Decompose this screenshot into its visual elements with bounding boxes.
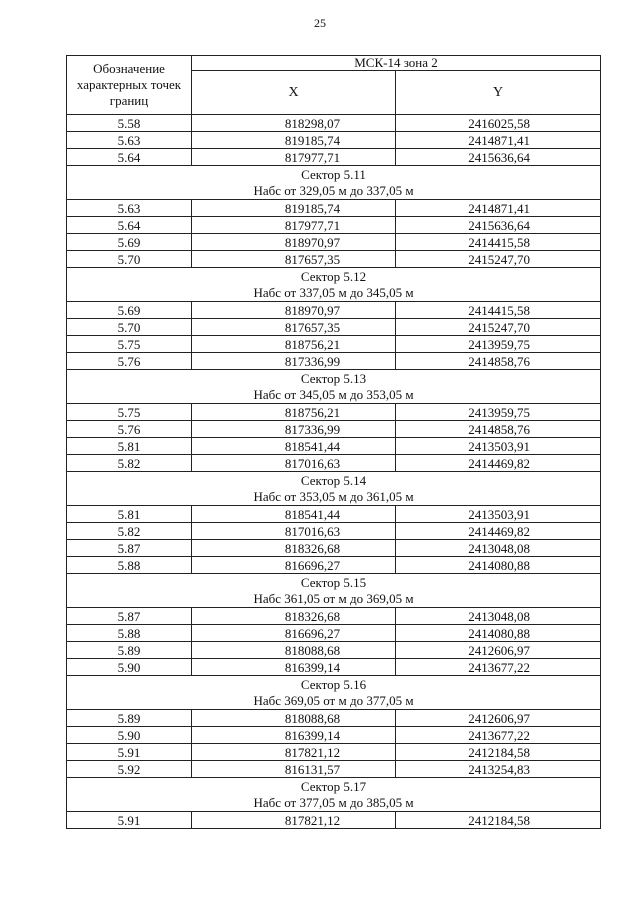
point-id-cell: 5.81 bbox=[67, 438, 192, 455]
table-row bbox=[67, 608, 601, 625]
table-row bbox=[67, 761, 601, 778]
sector-header bbox=[67, 166, 601, 200]
point-id-cell: 5.90 bbox=[67, 727, 192, 744]
table-row bbox=[67, 234, 601, 251]
y-coordinate-cell: 2415636,64 bbox=[396, 149, 601, 166]
point-id-cell: 5.63 bbox=[67, 200, 192, 217]
point-id-cell: 5.89 bbox=[67, 642, 192, 659]
point-id-cell: 5.63 bbox=[67, 132, 192, 149]
x-coordinate-cell: 818326,68 bbox=[192, 540, 396, 557]
x-coordinate-cell: 817977,71 bbox=[192, 217, 396, 234]
table-row bbox=[67, 557, 601, 574]
sector-header bbox=[67, 676, 601, 710]
y-coordinate-cell: 2412184,58 bbox=[396, 744, 601, 761]
table-row bbox=[67, 319, 601, 336]
table-row bbox=[67, 744, 601, 761]
table-row bbox=[67, 200, 601, 217]
x-coordinate-cell: 817821,12 bbox=[192, 812, 396, 829]
y-coordinate-cell: 2414469,82 bbox=[396, 523, 601, 540]
table-row bbox=[67, 132, 601, 149]
table-row bbox=[67, 506, 601, 523]
x-coordinate-cell: 817336,99 bbox=[192, 421, 396, 438]
x-coordinate-cell: 816696,27 bbox=[192, 625, 396, 642]
sector-header bbox=[67, 574, 601, 608]
point-id-cell: 5.69 bbox=[67, 302, 192, 319]
point-id-cell: 5.82 bbox=[67, 455, 192, 472]
table-row bbox=[67, 115, 601, 132]
y-coordinate-cell: 2413048,08 bbox=[396, 608, 601, 625]
x-coordinate-cell: 816696,27 bbox=[192, 557, 396, 574]
header-row bbox=[67, 56, 601, 71]
x-coordinate-cell: 816131,57 bbox=[192, 761, 396, 778]
point-id-cell: 5.69 bbox=[67, 234, 192, 251]
point-id-cell: 5.64 bbox=[67, 217, 192, 234]
page-number: 25 bbox=[314, 16, 326, 30]
table-row bbox=[67, 438, 601, 455]
x-coordinate-cell: 817016,63 bbox=[192, 523, 396, 540]
point-id-cell: 5.58 bbox=[67, 115, 192, 132]
table-row bbox=[67, 642, 601, 659]
point-id-cell: 5.75 bbox=[67, 336, 192, 353]
point-id-cell: 5.88 bbox=[67, 625, 192, 642]
point-id-cell: 5.87 bbox=[67, 540, 192, 557]
x-coordinate-cell: 818298,07 bbox=[192, 115, 396, 132]
x-coordinate-cell: 818970,97 bbox=[192, 234, 396, 251]
y-coordinate-cell: 2413503,91 bbox=[396, 506, 601, 523]
point-id-cell: 5.91 bbox=[67, 812, 192, 829]
sector-title: Сектор 5.11 bbox=[301, 166, 366, 182]
x-coordinate-cell: 818088,68 bbox=[192, 710, 396, 727]
y-coordinate-cell: 2412606,97 bbox=[396, 710, 601, 727]
sector-header-row bbox=[67, 472, 601, 506]
sector-header-row bbox=[67, 166, 601, 200]
sector-title: Сектор 5.16 bbox=[300, 676, 367, 692]
point-id-cell: 5.70 bbox=[67, 251, 192, 268]
y-coordinate-cell: 2415247,70 bbox=[396, 251, 601, 268]
y-coordinate-cell: 2413503,91 bbox=[396, 438, 601, 455]
sector-header-row bbox=[67, 370, 601, 404]
sector-header bbox=[67, 778, 601, 812]
y-coordinate-cell: 2415247,70 bbox=[396, 319, 601, 336]
y-coordinate-cell: 2414469,82 bbox=[396, 455, 601, 472]
sector-height-range: Набс от 353,05 м до 361,05 м bbox=[253, 488, 414, 504]
y-coordinate-cell: 2413677,22 bbox=[396, 659, 601, 676]
table-row bbox=[67, 251, 601, 268]
x-coordinate-cell: 819185,74 bbox=[192, 132, 396, 149]
table-row bbox=[67, 540, 601, 557]
table-row bbox=[67, 149, 601, 166]
table-row bbox=[67, 625, 601, 642]
x-coordinate-cell: 819185,74 bbox=[192, 200, 396, 217]
y-coordinate-cell: 2414080,88 bbox=[396, 625, 601, 642]
y-coordinate-cell: 2413677,22 bbox=[396, 727, 601, 744]
x-column-header: X bbox=[192, 71, 396, 115]
sector-header-row bbox=[67, 676, 601, 710]
point-id-cell: 5.76 bbox=[67, 421, 192, 438]
x-coordinate-cell: 818756,21 bbox=[192, 404, 396, 421]
point-id-cell: 5.91 bbox=[67, 744, 192, 761]
table-row bbox=[67, 523, 601, 540]
point-id-cell: 5.76 bbox=[67, 353, 192, 370]
x-coordinate-cell: 818970,97 bbox=[192, 302, 396, 319]
table-row bbox=[67, 727, 601, 744]
y-coordinate-cell: 2413048,08 bbox=[396, 540, 601, 557]
y-coordinate-cell: 2413254,83 bbox=[396, 761, 601, 778]
sector-header bbox=[67, 370, 601, 404]
point-id-cell: 5.89 bbox=[67, 710, 192, 727]
point-id-cell: 5.87 bbox=[67, 608, 192, 625]
x-coordinate-cell: 816399,14 bbox=[192, 659, 396, 676]
x-coordinate-cell: 818326,68 bbox=[192, 608, 396, 625]
y-coordinate-cell: 2414080,88 bbox=[396, 557, 601, 574]
sector-header-row bbox=[67, 268, 601, 302]
table-row bbox=[67, 353, 601, 370]
x-coordinate-cell: 817657,35 bbox=[192, 251, 396, 268]
x-coordinate-cell: 818541,44 bbox=[192, 438, 396, 455]
y-coordinate-cell: 2414858,76 bbox=[396, 353, 601, 370]
table-body bbox=[67, 56, 601, 829]
sector-height-range: Набс от 345,05 м до 353,05 м bbox=[253, 386, 414, 402]
sector-height-range: Набс от 377,05 м до 385,05 м bbox=[253, 794, 414, 810]
point-id-cell: 5.88 bbox=[67, 557, 192, 574]
sector-height-range: Набс 361,05 от м до 369,05 м bbox=[253, 590, 414, 606]
sector-header-row bbox=[67, 778, 601, 812]
point-id-cell: 5.75 bbox=[67, 404, 192, 421]
y-coordinate-cell: 2413959,75 bbox=[396, 336, 601, 353]
table-row bbox=[67, 421, 601, 438]
y-coordinate-cell: 2413959,75 bbox=[396, 404, 601, 421]
sector-title: Сектор 5.15 bbox=[300, 574, 367, 590]
coordinates-table bbox=[66, 55, 601, 829]
x-coordinate-cell: 818088,68 bbox=[192, 642, 396, 659]
y-coordinate-cell: 2414415,58 bbox=[396, 234, 601, 251]
sector-header-row bbox=[67, 574, 601, 608]
x-coordinate-cell: 817336,99 bbox=[192, 353, 396, 370]
table-row bbox=[67, 404, 601, 421]
y-coordinate-cell: 2412606,97 bbox=[396, 642, 601, 659]
coordinate-system-header: МСК-14 зона 2 bbox=[192, 56, 601, 71]
x-coordinate-cell: 816399,14 bbox=[192, 727, 396, 744]
x-coordinate-cell: 818541,44 bbox=[192, 506, 396, 523]
x-coordinate-cell: 817821,12 bbox=[192, 744, 396, 761]
y-coordinate-cell: 2414415,58 bbox=[396, 302, 601, 319]
y-coordinate-cell: 2416025,58 bbox=[396, 115, 601, 132]
point-id-cell: 5.64 bbox=[67, 149, 192, 166]
y-coordinate-cell: 2412184,58 bbox=[396, 812, 601, 829]
sector-title: Сектор 5.14 bbox=[300, 472, 367, 488]
sector-title: Сектор 5.12 bbox=[300, 268, 367, 284]
table-row bbox=[67, 302, 601, 319]
sector-height-range: Набс от 329,05 м до 337,05 м bbox=[253, 182, 414, 198]
point-id-cell: 5.70 bbox=[67, 319, 192, 336]
sector-title: Сектор 5.17 bbox=[300, 778, 367, 794]
point-id-cell: 5.82 bbox=[67, 523, 192, 540]
table-row bbox=[67, 659, 601, 676]
table-row bbox=[67, 710, 601, 727]
x-coordinate-cell: 818756,21 bbox=[192, 336, 396, 353]
y-column-header: Y bbox=[396, 71, 601, 115]
y-coordinate-cell: 2415636,64 bbox=[396, 217, 601, 234]
sector-height-range: Набс от 337,05 м до 345,05 м bbox=[253, 284, 414, 300]
sector-title: Сектор 5.13 bbox=[300, 370, 367, 386]
sector-header bbox=[67, 268, 601, 302]
y-coordinate-cell: 2414871,41 bbox=[396, 200, 601, 217]
y-coordinate-cell: 2414858,76 bbox=[396, 421, 601, 438]
x-coordinate-cell: 817977,71 bbox=[192, 149, 396, 166]
point-id-cell: 5.92 bbox=[67, 761, 192, 778]
table-row bbox=[67, 812, 601, 829]
x-coordinate-cell: 817657,35 bbox=[192, 319, 396, 336]
point-id-cell: 5.90 bbox=[67, 659, 192, 676]
table-row bbox=[67, 455, 601, 472]
x-coordinate-cell: 817016,63 bbox=[192, 455, 396, 472]
point-id-cell: 5.81 bbox=[67, 506, 192, 523]
point-designation-header: Обозначение характерных точек границ bbox=[67, 56, 192, 115]
table-row bbox=[67, 217, 601, 234]
sector-height-range: Набс 369,05 от м до 377,05 м bbox=[253, 692, 414, 708]
table-row bbox=[67, 336, 601, 353]
sector-header bbox=[67, 472, 601, 506]
y-coordinate-cell: 2414871,41 bbox=[396, 132, 601, 149]
